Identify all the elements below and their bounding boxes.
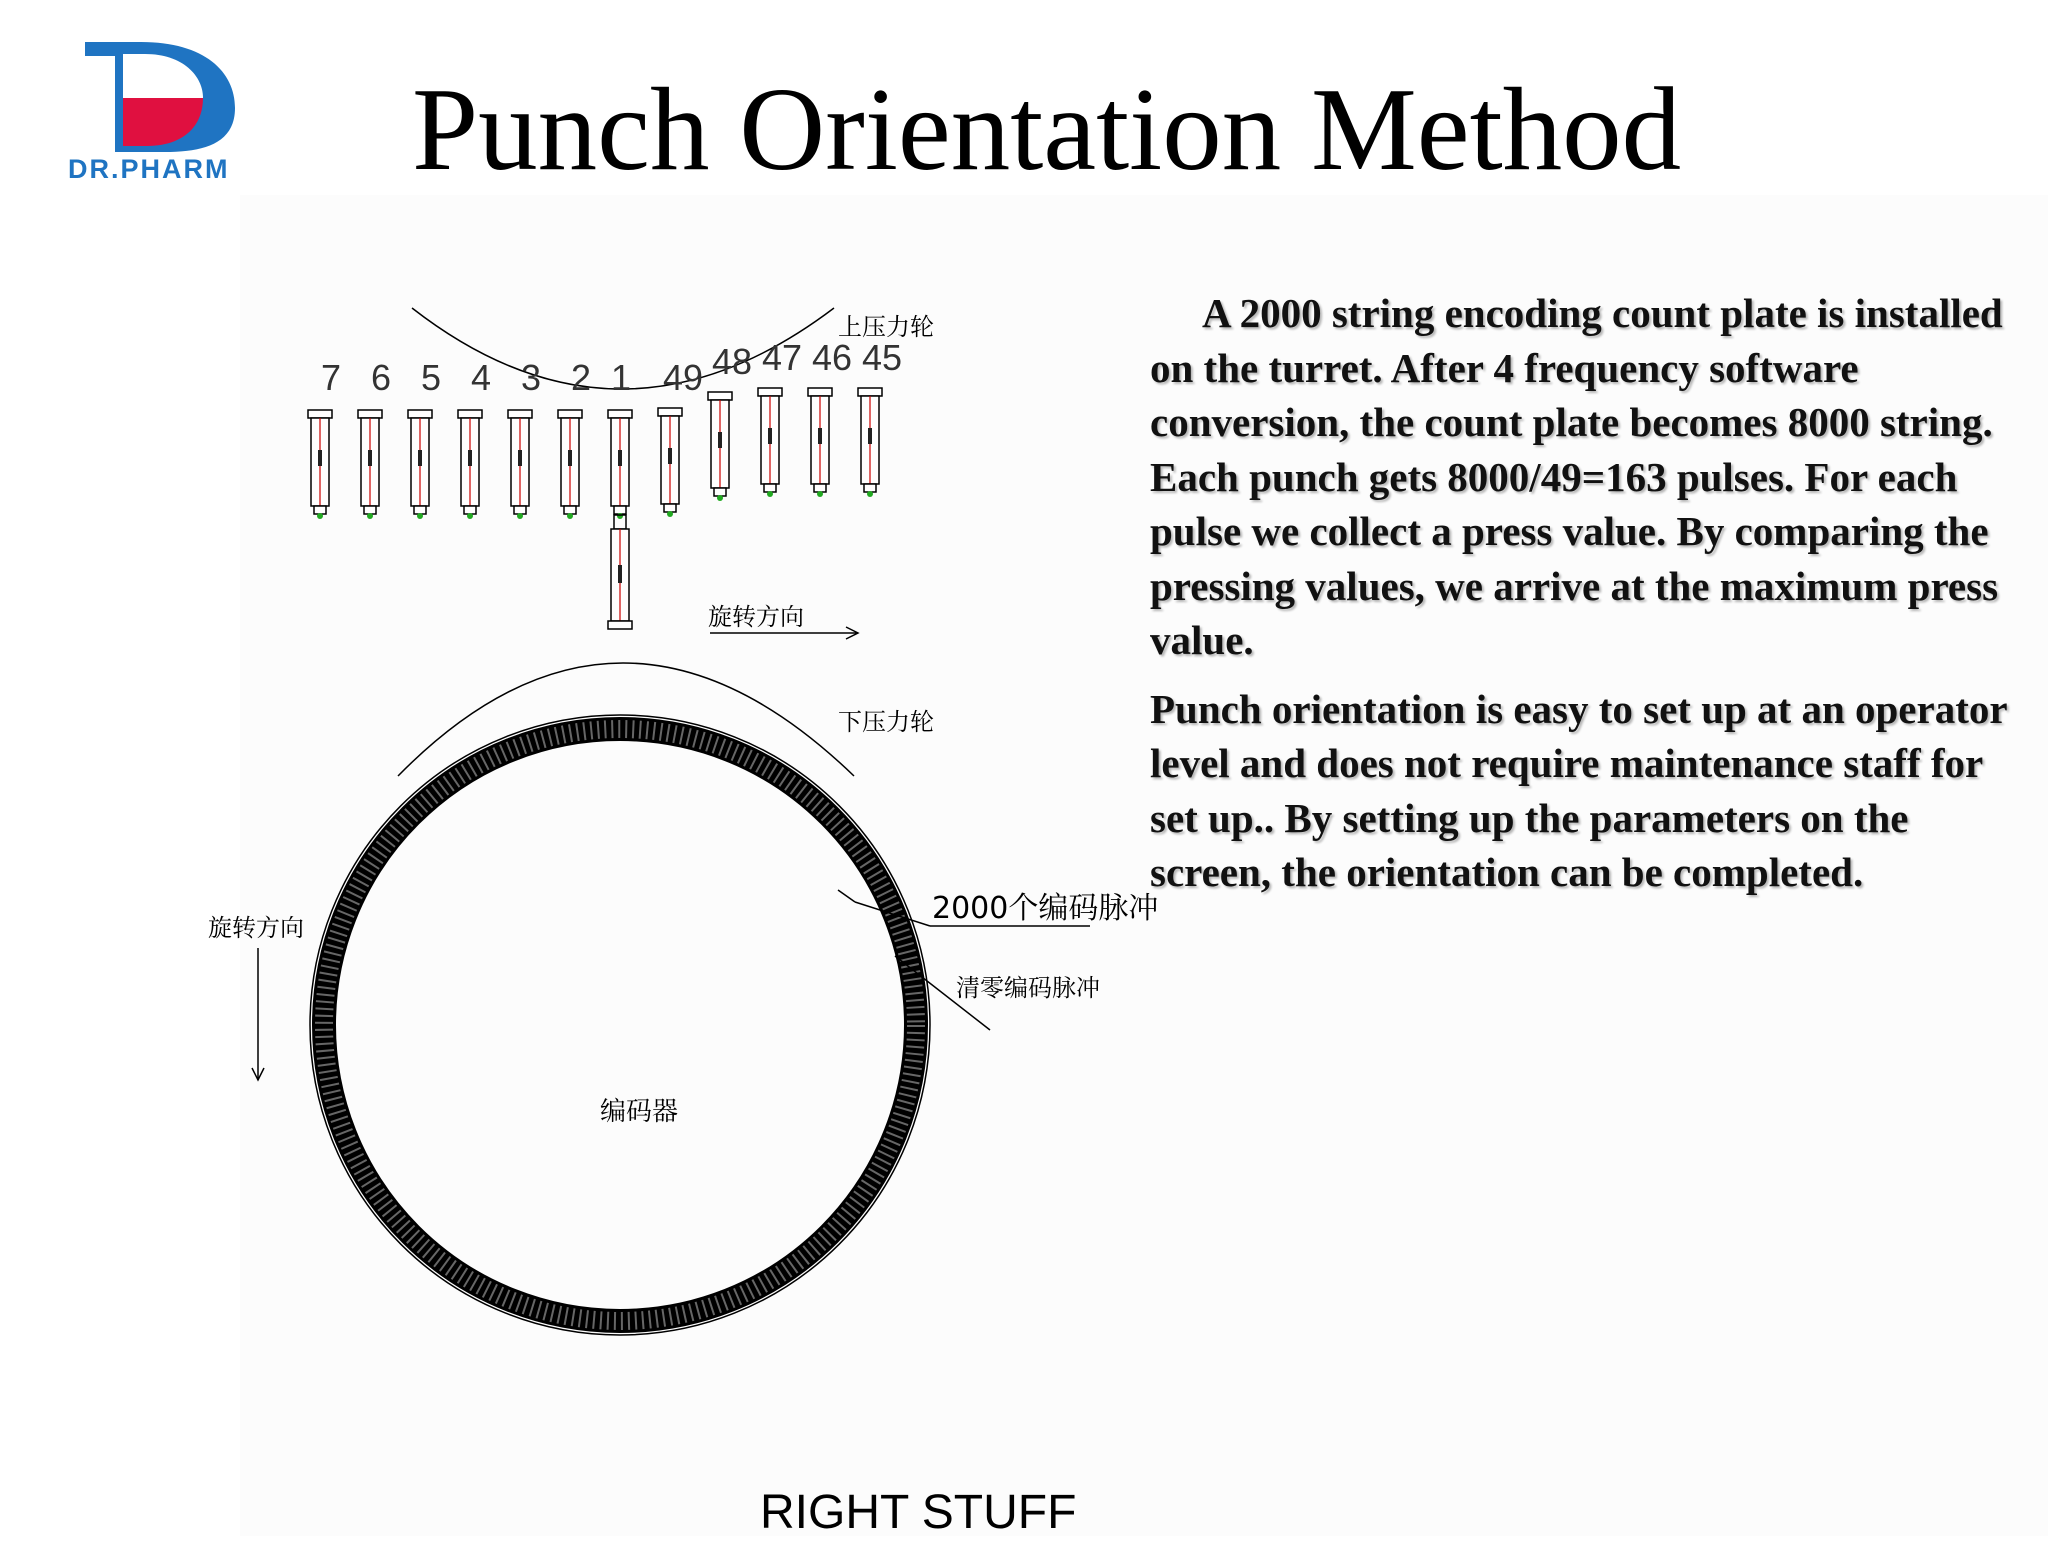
punch-number-1: 1 [611,357,632,398]
punch-49 [658,408,682,517]
logo-text: DR.PHARM [68,154,230,184]
punch-48 [708,392,732,501]
punch-1 [608,410,632,519]
punch-number-5: 5 [421,357,442,398]
punch-number-3: 3 [521,357,542,398]
punch-6 [358,410,382,519]
lower-roller-label: 下压力轮 [838,708,934,736]
punch-46 [808,388,832,497]
punch-number-46: 46 [812,337,853,378]
rotation-direction-top-label: 旋转方向 [708,603,804,631]
punch-number-45: 45 [862,337,903,378]
punch-number-47: 47 [762,337,803,378]
punch-5 [408,410,432,519]
turret-encoder-diagram [190,290,1159,1360]
punch-number-7: 7 [321,357,342,398]
footer-text: RIGHT STUFF [760,1486,1077,1539]
slide-title: Punch Orientation Method [412,63,1682,195]
encoder-label: 编码器 [600,1097,679,1127]
punch-number-48: 48 [712,341,753,382]
punch-47 [758,388,782,497]
punch-number-6: 6 [371,357,392,398]
description-paragraph-1: A 2000 string encoding count plate is installed on the turret. After 4 frequency software conversion, the count plate becomes 8000 string. Each punch gets 8000/49=163 pulses. For each pulse we collect a press value. By comparing the pressing values, we arrive at the maximum press value. [1150,290,2003,663]
punch-number-49: 49 [663,357,704,398]
upper-roller-label: 上压力轮 [838,313,934,341]
punch-number-4: 4 [471,357,492,398]
punch-4 [458,410,482,519]
active-punch [608,515,632,629]
zero-pulse-label: 清零编码脉冲 [956,974,1100,1002]
rotation-direction-left-label: 旋转方向 [208,914,304,942]
punch-3 [508,410,532,519]
dr-pharm-logo [60,38,260,188]
punch-number-2: 2 [571,357,592,398]
punch-45 [858,388,882,497]
description-text [1150,286,2030,900]
encoder-pulses-label: 2000个编码脉冲 [932,891,1159,926]
logo-mark-icon [85,38,235,158]
punch-7 [308,410,332,519]
punch-2 [558,410,582,519]
rotation-arrow-down-icon [252,948,264,1080]
punch-row [308,388,882,519]
description-paragraph-2: Punch orientation is easy to set up at an operator level and does not require maintenance staff for set up.. By setting up the parameters on the screen, the orientation can be completed. [1150,685,2007,895]
